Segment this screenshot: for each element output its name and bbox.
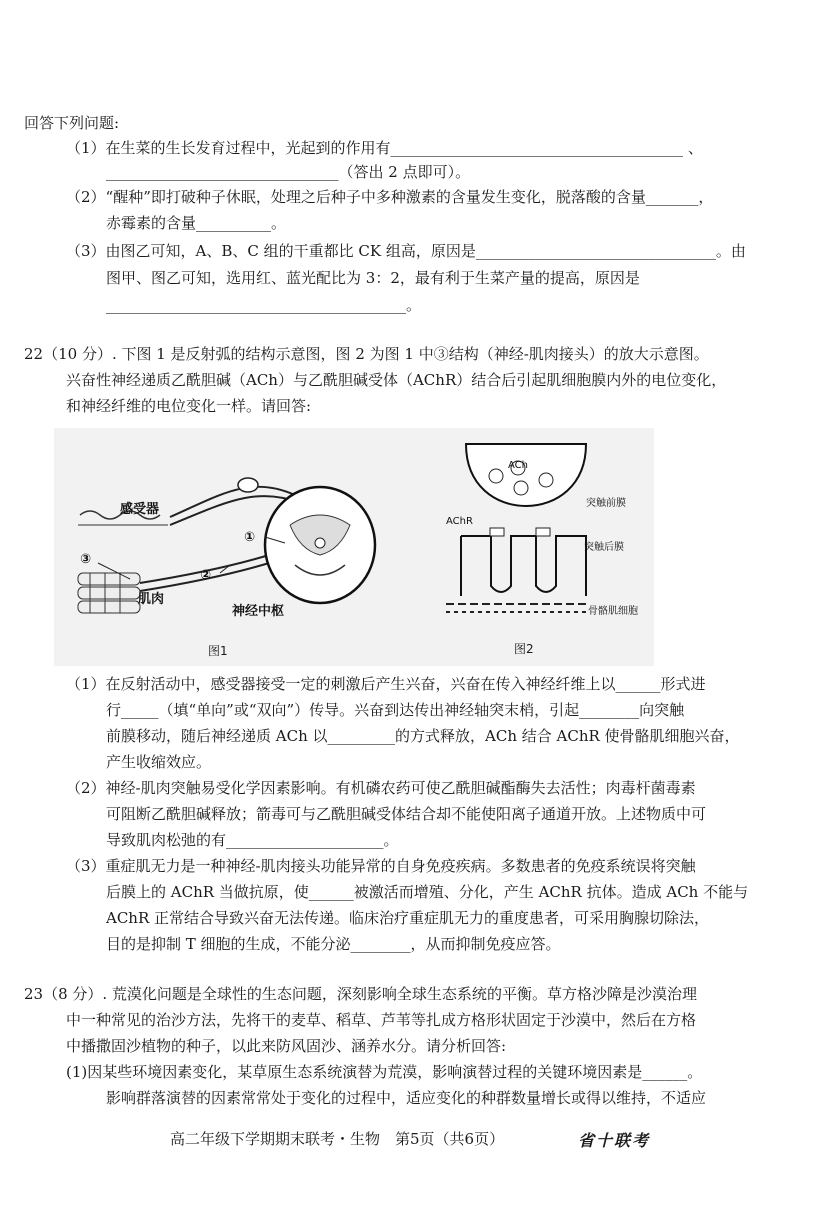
figure-1-label-receptor: 感受器 <box>120 502 160 517</box>
text-line: ________________________________________。 <box>106 296 422 314</box>
figure-2-label-post: 突触后膜 <box>584 542 624 553</box>
page-footer: 高二年级下学期期末联考・生物 第5页（共6页） <box>170 1130 505 1148</box>
exam-stamp: 省十联考 <box>578 1131 651 1150</box>
text-line: 产生收缩效应。 <box>106 753 212 771</box>
text-line: （3）由图乙可知，A、B、C 组的干重都比 CK 组高，原因是________________________________。由 <box>66 242 746 260</box>
text-line: 前膜移动，随后神经递质 ACh 以_________的方式释放，ACh 结合 AChR 使骨骼肌细胞兴奋， <box>106 727 740 745</box>
text-line: 中播撒固沙植物的种子，以此来防风固沙、涵养水分。请分析回答: <box>66 1037 507 1055</box>
text-line: （2）“醒种”即打破种子休眠，处理之后种子中多种激素的含量发生变化，脱落酸的含量_______， <box>66 188 714 206</box>
question-23-heading: 23（8 分）. 荒漠化问题是全球性的生态问题，深刻影响全球生态系统的平衡。草方格沙障是沙漠治理 <box>24 985 697 1003</box>
text-line: 赤霉素的含量__________。 <box>106 214 287 232</box>
question-22-heading: 22（10 分）. 下图 1 是反射弧的结构示意图，图 2 为图 1 中③结构（神经-肌肉接头）的放大示意图。 <box>24 345 709 363</box>
text-line: 影响群落演替的因素常常处于变化的过程中，适应变化的种群数量增长或得以维持，不适应 <box>106 1089 707 1107</box>
text-line: AChR 正常结合导致兴奋无法传递。临床治疗重症肌无力的重度患者，可采用胸腺切除法， <box>106 909 710 927</box>
text-line: （1）在反射活动中，感受器接受一定的刺激后产生兴奋，兴奋在传入神经纤维上以______形式进 <box>66 675 706 693</box>
figure-2-drawing <box>436 436 636 624</box>
figure-2-label-muscle-cell: 骨骼肌细胞 <box>588 606 638 617</box>
text-line: (1)因某些环境因素变化，某草原生态系统演替为荒漠，影响演替过程的关键环境因素是______。 <box>66 1063 703 1081</box>
figure-1-label-1: ① <box>244 530 256 545</box>
figure-1-label-muscle: 肌肉 <box>138 592 165 607</box>
text-line: 后膜上的 AChR 当做抗原，使______被激活而增殖、分化，产生 AChR 抗体。造成 ACh 不能与 <box>106 883 749 901</box>
text-line: 导致肌肉松弛的有_____________________。 <box>106 831 399 849</box>
figure-2-label-pre: 突触前膜 <box>586 498 626 509</box>
text-line: 行_____（填“单向”或“双向”）传导。兴奋到达传出神经轴突末梢，引起________向突触 <box>106 701 685 719</box>
figure-1-label-center: 神经中枢 <box>232 604 285 619</box>
text-line: 可阻断乙酰胆碱释放；箭毒可与乙酰胆碱受体结合却不能使阳离子通道开放。上述物质中可 <box>106 805 707 823</box>
text-line: _______________________________（答出 2 点即可）。 <box>106 163 471 181</box>
text-line: （3）重症肌无力是一种神经-肌肉接头功能异常的自身免疫疾病。多数患者的免疫系统误将突触 <box>66 857 696 875</box>
text-line: 兴奋性神经递质乙酰胆碱（ACh）与乙酰胆碱受体（AChR）结合后引起肌细胞膜内外的电位变化， <box>66 371 727 389</box>
figure-1-label-3: ③ <box>80 552 92 567</box>
figure-2-label-achr: AChR <box>446 516 473 527</box>
figure-2-caption: 图2 <box>514 642 534 656</box>
figure-2-label-ach: ACh <box>508 460 528 471</box>
text-line: 回答下列问题: <box>24 114 120 132</box>
text-line: （1）在生菜的生长发育过程中，光起到的作用有_______________________________________ 、 <box>66 139 703 157</box>
figure-1-label-2: ② <box>200 568 212 583</box>
text-line: 目的是抑制 T 细胞的生成，不能分泌________，从而抑制免疫应答。 <box>106 935 561 953</box>
figure-1-caption: 图1 <box>208 644 228 658</box>
text-line: 中一种常见的治沙方法，先将干的麦草、稻草、芦苇等扎成方格形状固定于沙漠中，然后在方格 <box>66 1011 697 1029</box>
text-line: 和神经纤维的电位变化一样。请回答: <box>66 397 312 415</box>
text-line: （2）神经-肌肉突触易受化学因素影响。有机磷农药可使乙酰胆碱酯酶失去活性；肉毒杆菌毒素 <box>66 779 696 797</box>
text-line: 图甲、图乙可知，选用红、蓝光配比为 3：2，最有利于生菜产量的提高，原因是 <box>106 269 640 287</box>
